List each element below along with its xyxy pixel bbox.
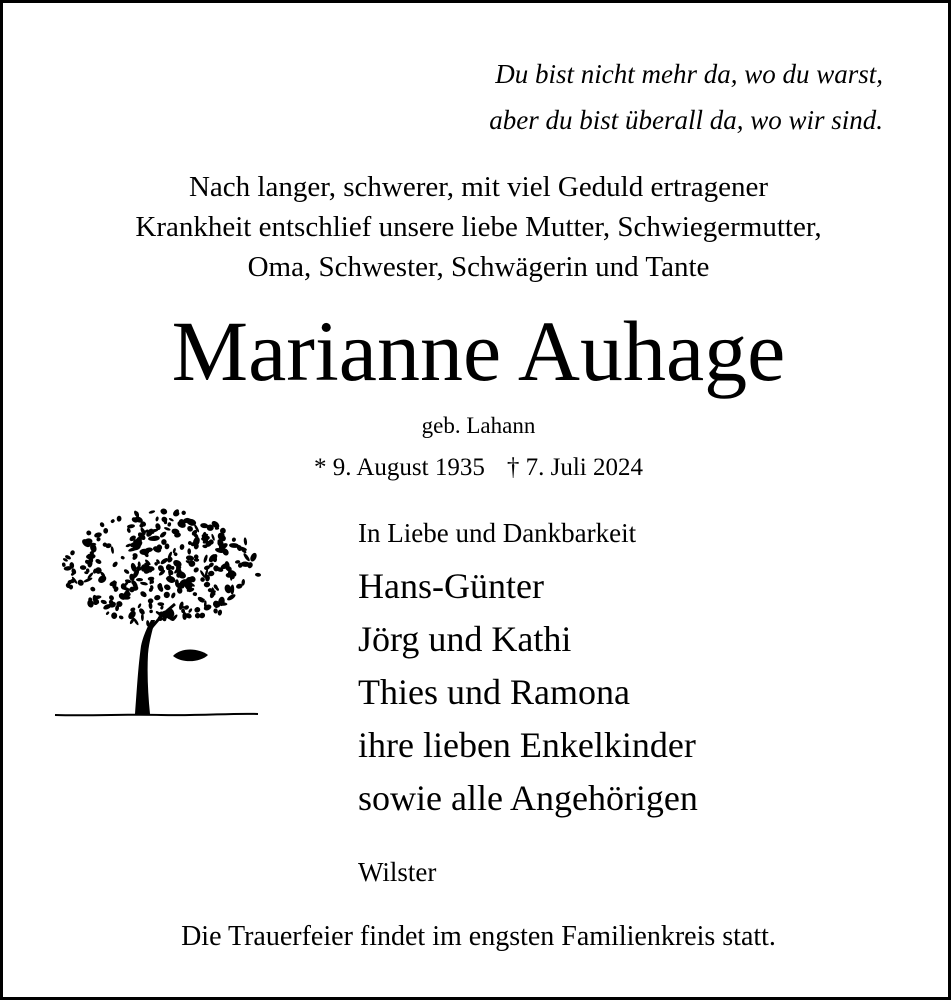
leaf-cluster: [249, 552, 258, 563]
leaf-cluster: [99, 521, 105, 528]
leaf-cluster: [187, 548, 191, 554]
mourner-name: Thies und Ramona: [358, 672, 630, 712]
leaf-cluster: [139, 590, 148, 598]
mourner-name: ihre lieben Enkelkinder: [358, 725, 696, 765]
leaf-cluster: [105, 611, 110, 616]
leaf-cluster: [163, 583, 172, 591]
leaf-cluster: [213, 608, 218, 613]
leaf-cluster: [159, 531, 168, 539]
birth-date: * 9. August 1935: [314, 454, 485, 481]
leaf-cluster: [188, 608, 193, 614]
leaf-cluster: [217, 609, 222, 616]
leaf-cluster: [123, 568, 130, 574]
quote-line-2: aber du bist überall da, wo wir sind.: [489, 105, 883, 135]
leaf-cluster: [168, 517, 174, 522]
leaf-cluster: [200, 577, 205, 582]
leaf-cluster: [160, 516, 168, 524]
leaf-cluster: [136, 578, 143, 581]
leaf-cluster: [154, 594, 162, 601]
leaf-cluster: [69, 550, 75, 557]
leaf-cluster: [76, 578, 85, 587]
leaf-cluster: [155, 516, 159, 522]
intro-line-3: Oma, Schwester, Schwägerin und Tante: [247, 251, 710, 283]
leaf-cluster: [198, 612, 206, 620]
leaf-cluster: [156, 583, 164, 593]
leaf-cluster: [110, 546, 114, 554]
leaf-cluster: [203, 554, 209, 563]
tree-trunk: [135, 604, 175, 714]
leaf-cluster: [230, 584, 234, 594]
leaf-cluster: [111, 561, 118, 568]
leaf-cluster: [140, 549, 150, 555]
leaf-cluster: [110, 518, 115, 523]
leaf-cluster: [111, 612, 117, 619]
mourner-name: Hans-Günter: [358, 566, 544, 606]
leaf-cluster: [95, 558, 103, 565]
leaf-cluster: [192, 592, 197, 597]
leaf-cluster: [181, 510, 186, 515]
leaf-cluster: [149, 609, 153, 613]
falling-leaf-icon: [173, 650, 208, 662]
leaf-cluster: [160, 508, 168, 515]
leaf-cluster: [226, 593, 236, 602]
quote-line-1: Du bist nicht mehr da, wo du warst,: [495, 59, 883, 89]
leaf-cluster: [133, 617, 140, 626]
leaf-cluster: [243, 537, 247, 545]
leaf-cluster: [148, 510, 155, 515]
leaf-cluster: [117, 516, 122, 522]
leaf-cluster: [203, 581, 210, 587]
leaf-cluster: [231, 537, 237, 543]
leaf-cluster: [80, 565, 87, 570]
leaf-cluster: [170, 592, 176, 599]
leaf-cluster: [163, 591, 171, 599]
leaf-cluster: [118, 615, 124, 620]
life-dates: [3, 453, 951, 483]
leaf-cluster: [140, 581, 148, 586]
leaf-cluster: [242, 552, 250, 562]
leaf-cluster: [89, 586, 96, 592]
tree-canopy: [62, 508, 262, 627]
leaf-cluster: [62, 562, 66, 567]
leaf-cluster: [86, 553, 96, 559]
leaf-cluster: [100, 599, 107, 605]
trunk-shape: [135, 620, 155, 714]
leaf-cluster: [137, 603, 142, 609]
leaf-cluster: [86, 530, 93, 536]
leaf-cluster: [164, 526, 171, 531]
funeral-note: Die Trauerfeier findet im engsten Familienkreis statt.: [181, 921, 776, 952]
leaf-cluster: [108, 594, 115, 601]
leaf-cluster: [255, 573, 261, 577]
leaf-cluster: [157, 602, 164, 606]
leaf-cluster: [167, 522, 171, 527]
mourner-name: sowie alle Angehörigen: [358, 778, 698, 818]
leaf-cluster: [193, 566, 200, 573]
leaf-cluster: [120, 555, 125, 560]
mourner-name: Jörg und Kathi: [358, 619, 572, 659]
place-name: Wilster: [358, 857, 437, 887]
death-date: † 7. Juli 2024: [506, 454, 643, 481]
maiden-name: geb. Lahann: [421, 413, 536, 438]
leaf-cluster: [103, 528, 108, 534]
intro-line-2: Krankheit entschlief unsere liebe Mutter, Schwiegermutter,: [135, 211, 822, 243]
leaf-cluster: [179, 544, 185, 551]
leaf-cluster: [194, 558, 199, 561]
intro-line-1: Nach langer, schwerer, mit viel Geduld ertragener: [188, 171, 769, 203]
leaf-cluster: [193, 606, 201, 614]
mourners-heading: In Liebe und Dankbarkeit: [358, 518, 637, 548]
tree-ground-line: [55, 714, 258, 715]
tree-icon: [51, 508, 271, 728]
deceased-name: Marianne Auhage: [171, 303, 786, 399]
leaf-cluster: [148, 602, 152, 609]
